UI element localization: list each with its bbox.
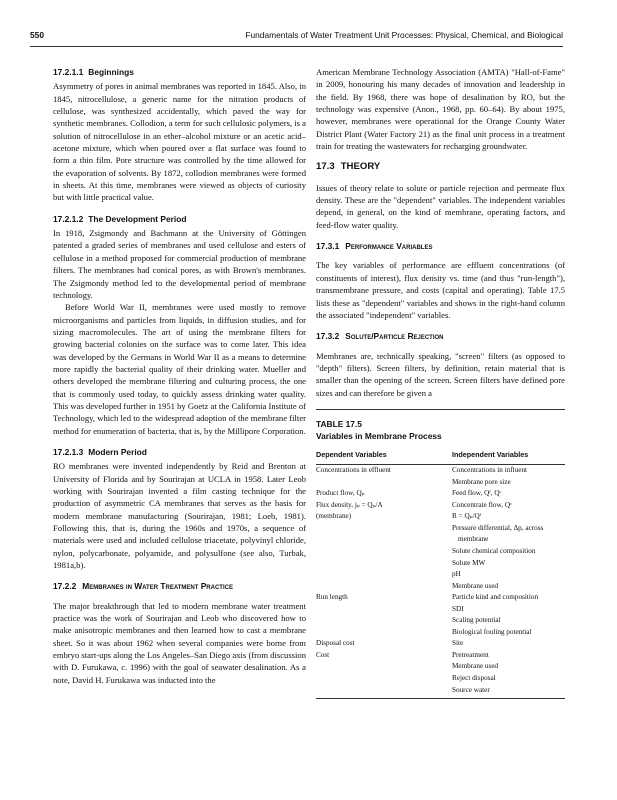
dependent-cell bbox=[316, 546, 438, 558]
dependent-cell bbox=[316, 534, 438, 546]
section-heading: 17.3.1 Performance Variables bbox=[316, 241, 433, 252]
independent-cell: membrane bbox=[458, 535, 489, 544]
table-row bbox=[316, 581, 565, 593]
dependent-cell: Cost bbox=[316, 650, 330, 659]
table-row bbox=[316, 477, 565, 489]
header-rule bbox=[30, 46, 563, 47]
dependent-cell bbox=[316, 627, 438, 639]
table-row bbox=[316, 534, 565, 546]
independent-cell: Pressure differential, Δp, across bbox=[452, 523, 544, 532]
column-header: Dependent Variables bbox=[316, 448, 438, 465]
table-row bbox=[316, 615, 565, 627]
variables-table bbox=[316, 448, 565, 696]
dependent-cell: Run length bbox=[316, 593, 348, 602]
paragraph: American Membrane Technology Association (AMTA) "Hall-of-Fame" in 2009, honouring his many decades of innovation and leadership in the field. By 1968, there was hope of desalination by RO, but the technology was expensive (Anon., 1968, pp. 60–64). By about 1975, however, membranes were operational for the Orange County Water District Plant (Water Factory 21) as the final unit process in a treatment train for treating the wastewaters for recharging groundwater. bbox=[316, 67, 565, 152]
left-column bbox=[53, 66, 306, 686]
dependent-cell bbox=[316, 569, 438, 581]
independent-cell: Solute chemical composition bbox=[452, 546, 536, 555]
table-row bbox=[316, 523, 565, 535]
section-heading: 17.2.2 Membranes in Water Treatment Practice bbox=[53, 581, 233, 592]
dependent-cell bbox=[316, 673, 438, 685]
independent-cell: Concentrate flow, Qᶜ bbox=[452, 500, 512, 509]
independent-cell: Membrane pore size bbox=[452, 477, 511, 486]
table-row bbox=[316, 650, 565, 662]
table-row bbox=[316, 604, 565, 616]
dependent-cell bbox=[316, 661, 438, 673]
dependent-cell: Disposal cost bbox=[316, 639, 355, 648]
paragraph: Before World War II, membranes were used mostly to remove microorganisms and particles from liquids, in diffusion studies, and for sizing macromolecules. The art of using the membrane filters for growing bacterial colonies on the surface was to come later. This idea was developed by the Germans in World War II as a means to determine more rapidly the bacterial quality of their drinking water. Mueller and others developed the membrane filtering and culturing process, the one that is commonly used today, to quickly assess drinking water quality. This was developed further in 1951 by Goetz at the California Institute of Technology, which led to the widespread adoption of the membrane filter method for enumeration of bacteria, that is, by the Millipore Corporation. bbox=[53, 302, 306, 436]
dependent-cell: Concentrations in effluent bbox=[316, 466, 391, 475]
table-17-5 bbox=[316, 409, 565, 699]
independent-cell: Membrane used bbox=[452, 662, 499, 671]
table-title: Variables in Membrane Process bbox=[316, 431, 442, 442]
dependent-cell bbox=[316, 523, 438, 535]
table-row bbox=[316, 685, 565, 697]
paragraph: In 1918, Zsigmondy and Bachmann at the University of Göttingen patented a graded series of membranes and used cellulose and esters of cellulose in a method proposed for commercial production of membrane filters. The membranes had conical pores, as with Brown's membranes. The Zsigmondy method led to the developmental period of membrane technology. bbox=[53, 228, 306, 300]
dependent-cell bbox=[316, 581, 438, 593]
section-heading: 17.3.2 Solute/Particle Rejection bbox=[316, 331, 444, 342]
table-row bbox=[316, 488, 565, 500]
independent-cell: pH bbox=[452, 570, 461, 579]
paragraph: The key variables of performance are effluent concentrations (of constituents of interest), flux density vs. time (and thus "run-length"), transmembrane pressure, and costs (capital and operating). Table 17.5 lists these as "dependent" variables and shows in the right-hand column the associated "independent" variables. bbox=[316, 260, 565, 320]
section-heading: 17.2.1.1 Beginnings bbox=[53, 67, 134, 77]
dependent-cell: (membrane) bbox=[316, 512, 352, 521]
section-heading: 17.2.1.2 The Development Period bbox=[53, 213, 187, 224]
independent-cell: Site bbox=[452, 639, 464, 648]
independent-cell: Feed flow, Qᶠ, Qᶜ bbox=[452, 489, 502, 498]
dependent-cell: Product flow, Qₚ bbox=[316, 489, 365, 498]
table-row bbox=[316, 511, 565, 523]
table-row bbox=[316, 638, 565, 650]
paragraph: Issues of theory relate to solute or particle rejection and permeate flux density. These are the "dependent" variables. The independent variables depend, in general, on the kind of membrane, operating factors, and feed-flow water quality. bbox=[316, 182, 565, 230]
section-heading: 17.2.1.3 Modern Period bbox=[53, 446, 147, 457]
column-header: Independent Variables bbox=[438, 448, 565, 465]
dependent-cell bbox=[316, 558, 438, 570]
independent-cell: Scaling potential bbox=[452, 616, 501, 625]
independent-cell: Membrane used bbox=[452, 581, 499, 590]
independent-cell: SDI bbox=[452, 604, 464, 613]
table-row bbox=[316, 558, 565, 570]
paragraph: RO membranes were invented independently by Reid and Brenton at University of Florida and by Sourirajan at UCLA in 1958. Later Leob working with Sourirajan invented a film casting technique for the production of asymmetric CA membranes that serves as the basis for modern membrane manufacturing (Sourirajan, 1981; Loeb, 1981). Following this, that is, during the 1960s and 1970s, a sequence of materials were used and included cellulose triacetate, polyvinyl chloride, nylon, polycarbonate, polyamide, and polysulfone (see also, Turbak, 1981a,b). bbox=[53, 461, 306, 571]
page-number: 550 bbox=[30, 30, 44, 40]
table-row bbox=[316, 661, 565, 673]
paragraph: Membranes are, technically speaking, "screen" filters (as opposed to "depth" filters). Screen filters, by definition, retain material that is smaller than the opening of the screen. Screen filters have defined pore sizes and can therefore be given a bbox=[316, 350, 565, 398]
running-title: Fundamentals of Water Treatment Unit Processes: Physical, Chemical, and Biological bbox=[245, 30, 563, 40]
dependent-cell bbox=[316, 615, 438, 627]
dependent-cell bbox=[316, 604, 438, 616]
dependent-cell bbox=[316, 685, 438, 697]
independent-cell: R = Qₚ/Qᶠ bbox=[452, 512, 482, 521]
table-row bbox=[316, 673, 565, 685]
dependent-cell: Flux density, jₚ = Qₚ/A bbox=[316, 500, 383, 509]
table-row bbox=[316, 546, 565, 558]
running-header bbox=[30, 30, 563, 44]
independent-cell: Pretreatment bbox=[452, 650, 489, 659]
independent-cell: Particle kind and composition bbox=[452, 593, 539, 602]
table-row bbox=[316, 592, 565, 604]
section-heading: 17.3 THEORY bbox=[316, 161, 381, 173]
independent-cell: Source water bbox=[452, 685, 490, 694]
table-row bbox=[316, 627, 565, 639]
table-number: TABLE 17.5 bbox=[316, 418, 362, 429]
independent-cell: Solute MW bbox=[452, 558, 486, 567]
table-row bbox=[316, 569, 565, 581]
paragraph: The major breakthrough that led to modern membrane water treatment practice was the work of Sourirajan and Leob who discovered how to make anisotropic membranes and then learned how to cast a membrane sheet. So it was about 1962 when several companies were borne from embryo start-ups along the Los Angeles–San Diego axis (from discussion with D. Furukawa, c. 1996) with the goal of seawater desalination. As a note, David H. Furukawa was inducted into the bbox=[53, 600, 306, 685]
paragraph: Asymmetry of pores in animal membranes was reported in 1845. Also, in 1845, nitrocellulose, a generic name for the nitration products of cellulose, was synthesized accidentally, which paved the way for synthetic membranes. Collodion, a term for such cellulosic polymers, is a solution of nitrocellulose in an ether–alcohol mixture or an acetic acid–acetone mixture, which when poured over a flat surface was found to form a thin film. Pore structure was controlled by the time allowed for the evaporation of solvents. By 1872, collodion membranes were formed in sheets. At this time, membranes were viewed as objects of curiosity but with little practical value. bbox=[53, 81, 306, 203]
independent-cell: Concentrations in influent bbox=[452, 466, 528, 475]
independent-cell: Reject disposal bbox=[452, 673, 496, 682]
dependent-cell bbox=[316, 477, 438, 489]
table-row bbox=[316, 500, 565, 512]
right-column bbox=[316, 66, 565, 699]
independent-cell: Biological fouling potential bbox=[452, 627, 532, 636]
table-row bbox=[316, 465, 565, 477]
